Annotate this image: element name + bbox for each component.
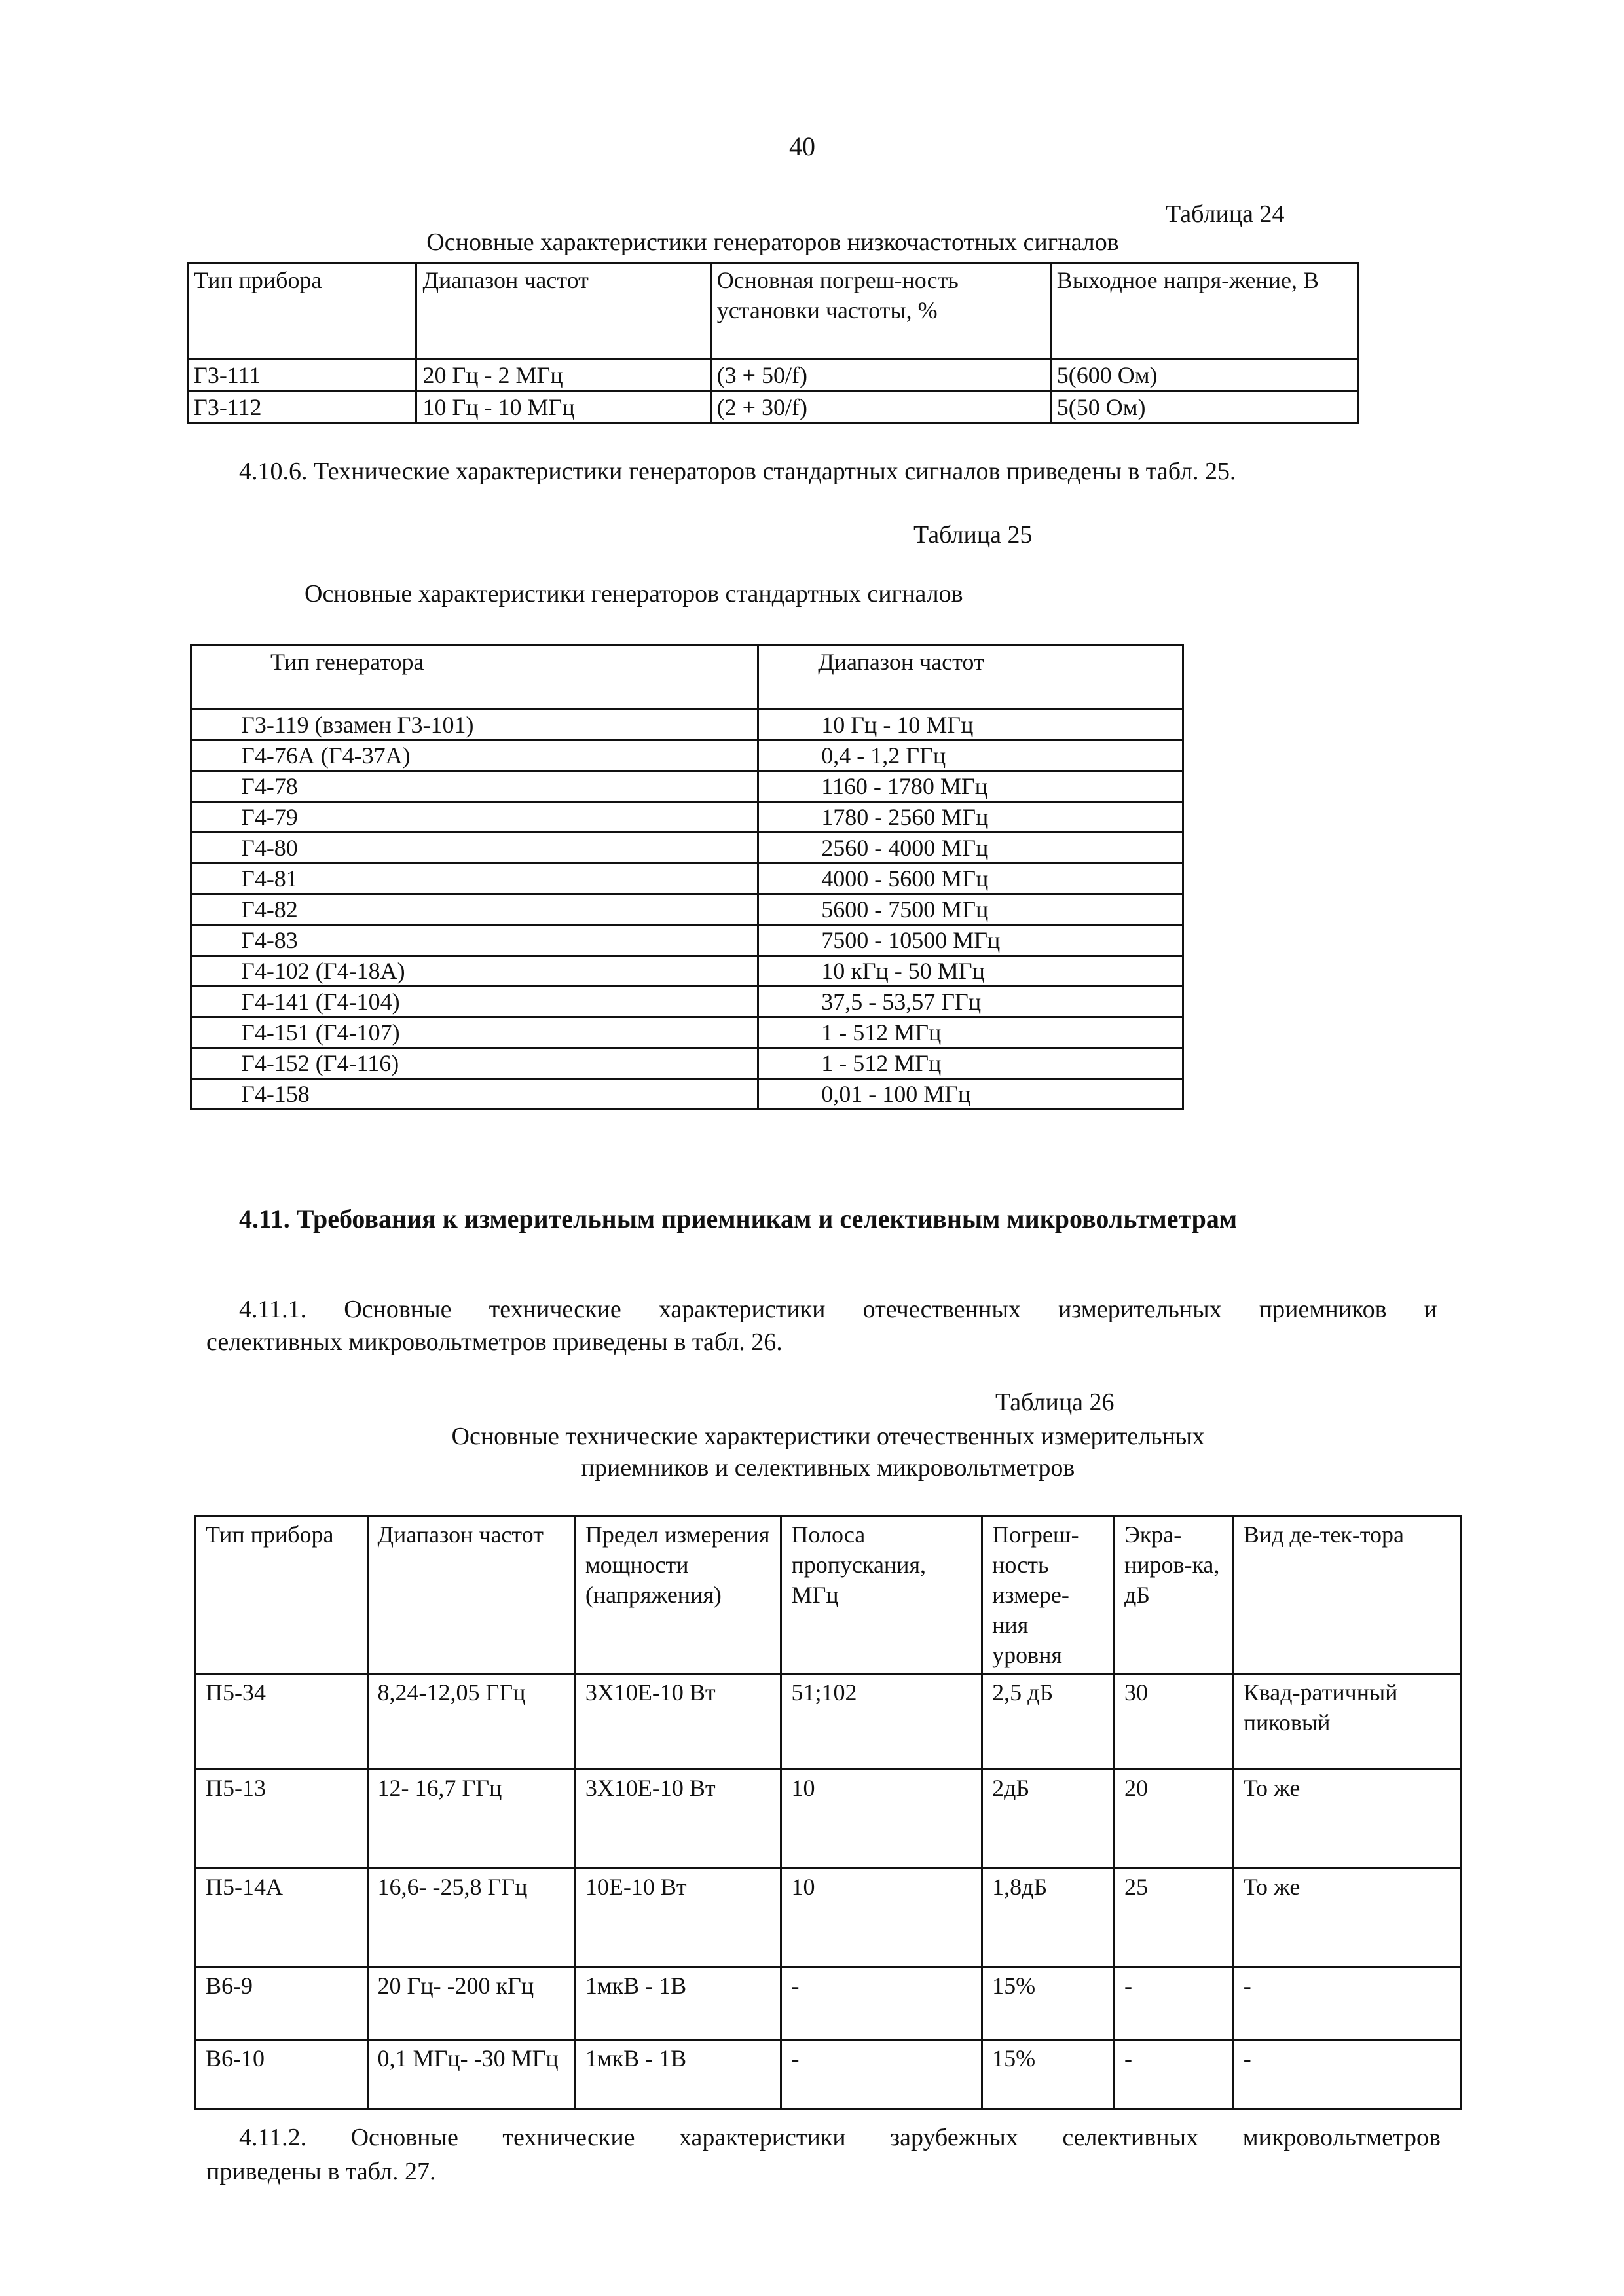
table-cell: 1160 - 1780 МГц (758, 771, 1183, 802)
table-row (191, 1017, 1183, 1048)
table-cell: 1мкВ - 1В (575, 2040, 781, 2109)
table-cell: То же (1233, 1770, 1460, 1868)
table-row (191, 1079, 1183, 1110)
table-row (191, 771, 1183, 802)
table-26-title-line2: приемников и селективных микровольтметров (581, 1454, 1075, 1482)
table-26 (194, 1515, 1462, 2110)
table-cell: - (1114, 1967, 1233, 2040)
paragraph-4-11-1-line2: селективных микровольтметров приведены в табл. 26. (206, 1328, 783, 1356)
table-row (196, 1674, 1461, 1770)
table-header-cell: Вид де-тек-тора (1233, 1516, 1460, 1674)
table-cell: - (1233, 1967, 1460, 2040)
table-26-label: Таблица 26 (995, 1389, 1115, 1416)
table-cell: 3Х10Е-10 Вт (575, 1674, 781, 1770)
table-24-title: Основные характеристики генераторов низкочастотных сигналов (426, 228, 1119, 256)
paragraph-4-11-2-line2: приведены в табл. 27. (206, 2158, 436, 2185)
table-cell: В6-9 (196, 1967, 368, 2040)
table-24 (187, 262, 1359, 424)
table-header-cell: Погреш-ность измере-ния уровня (982, 1516, 1115, 1674)
table-26-title-line1: Основные технические характеристики отечественных измерительных (451, 1423, 1205, 1450)
table-row (191, 1048, 1183, 1079)
paragraph-4-11-2-line1: 4.11.2. Основные технические характеристики зарубежных селективных микровольтметров (239, 2124, 1441, 2151)
table-cell: Г4-80 (191, 833, 758, 864)
table-cell: - (1233, 2040, 1460, 2109)
table-cell: 8,24-12,05 ГГц (367, 1674, 575, 1770)
table-header-cell: Диапазон частот (416, 263, 710, 359)
table-row (196, 1770, 1461, 1868)
table-cell: 0,4 - 1,2 ГГц (758, 740, 1183, 771)
table-cell: 16,6- -25,8 ГГц (367, 1868, 575, 1967)
table-cell: 30 (1114, 1674, 1233, 1770)
table-row (191, 833, 1183, 864)
table-cell: 1780 - 2560 МГц (758, 802, 1183, 833)
table-cell: (2 + 30/f) (710, 392, 1050, 424)
table-header-row (196, 1516, 1461, 1674)
table-header-cell: Полоса пропускания, МГц (781, 1516, 982, 1674)
table-cell: Г4-102 (Г4-18А) (191, 956, 758, 987)
table-row (196, 1967, 1461, 2040)
table-25 (190, 644, 1184, 1110)
table-cell: Г4-151 (Г4-107) (191, 1017, 758, 1048)
table-cell: - (781, 2040, 982, 2109)
table-row (191, 802, 1183, 833)
table-cell: Г3-111 (188, 359, 416, 392)
table-cell: 0,01 - 100 МГц (758, 1079, 1183, 1110)
table-24-label: Таблица 24 (1166, 200, 1285, 228)
table-cell: 25 (1114, 1868, 1233, 1967)
table-cell: 10 кГц - 50 МГц (758, 956, 1183, 987)
table-cell: 2560 - 4000 МГц (758, 833, 1183, 864)
table-cell: 5600 - 7500 МГц (758, 894, 1183, 925)
table-row (196, 1868, 1461, 1967)
table-cell: Квад-ратичный пиковый (1233, 1674, 1460, 1770)
table-cell: 1 - 512 МГц (758, 1017, 1183, 1048)
table-row (191, 864, 1183, 894)
table-cell: 20 Гц- -200 кГц (367, 1967, 575, 2040)
table-cell: Г4-141 (Г4-104) (191, 987, 758, 1017)
table-cell: 7500 - 10500 МГц (758, 925, 1183, 956)
table-cell: Г4-83 (191, 925, 758, 956)
table-cell: - (781, 1967, 982, 2040)
table-cell: То же (1233, 1868, 1460, 1967)
table-row (188, 359, 1358, 392)
table-cell: Г4-152 (Г4-116) (191, 1048, 758, 1079)
table-cell: Г4-81 (191, 864, 758, 894)
table-cell: 10 Гц - 10 МГц (758, 710, 1183, 740)
table-header-cell: Основная погреш-ность установки частоты, % (710, 263, 1050, 359)
table-25-label: Таблица 25 (913, 521, 1033, 549)
table-cell: 2дБ (982, 1770, 1115, 1868)
table-cell: Г4-82 (191, 894, 758, 925)
table-cell: 10 (781, 1868, 982, 1967)
table-cell: П5-14А (196, 1868, 368, 1967)
table-row (191, 710, 1183, 740)
table-cell: 20 Гц - 2 МГц (416, 359, 710, 392)
table-header-row (191, 645, 1183, 710)
table-cell: 5(600 Ом) (1050, 359, 1357, 392)
table-cell: П5-13 (196, 1770, 368, 1868)
table-row (191, 894, 1183, 925)
table-row (191, 925, 1183, 956)
table-cell: Г4-76А (Г4-37А) (191, 740, 758, 771)
table-cell: Г4-79 (191, 802, 758, 833)
table-cell: Г4-78 (191, 771, 758, 802)
table-cell: 10 Гц - 10 МГц (416, 392, 710, 424)
table-cell: Г4-158 (191, 1079, 758, 1110)
table-header-cell: Выходное напря-жение, В (1050, 263, 1357, 359)
table-cell: П5-34 (196, 1674, 368, 1770)
table-cell: 12- 16,7 ГГц (367, 1770, 575, 1868)
table-cell: 2,5 дБ (982, 1674, 1115, 1770)
paragraph-4-10-6: 4.10.6. Технические характеристики генераторов стандартных сигналов приведены в табл. 25. (239, 458, 1236, 485)
paragraph-4-11-1-line1: 4.11.1. Основные технические характеристики отечественных измерительных приемников и (239, 1296, 1437, 1323)
table-cell: (3 + 50/f) (710, 359, 1050, 392)
table-cell: 4000 - 5600 МГц (758, 864, 1183, 894)
table-cell: 0,1 МГц- -30 МГц (367, 2040, 575, 2109)
table-row (196, 2040, 1461, 2109)
table-cell: 5(50 Ом) (1050, 392, 1357, 424)
table-cell: - (1114, 2040, 1233, 2109)
table-header-cell: Предел измерения мощности (напряжения) (575, 1516, 781, 1674)
table-cell: 37,5 - 53,57 ГГц (758, 987, 1183, 1017)
table-header-cell: Тип прибора (196, 1516, 368, 1674)
table-cell: 1 - 512 МГц (758, 1048, 1183, 1079)
table-header-cell: Тип прибора (188, 263, 416, 359)
table-header-cell: Диапазон частот (367, 1516, 575, 1674)
table-cell: 3Х10Е-10 Вт (575, 1770, 781, 1868)
section-heading-4-11: 4.11. Требования к измерительным приемникам и селективным микровольтметрам (239, 1204, 1238, 1233)
table-cell: 1мкВ - 1В (575, 1967, 781, 2040)
table-cell: В6-10 (196, 2040, 368, 2109)
table-cell: 1,8дБ (982, 1868, 1115, 1967)
table-cell: 51;102 (781, 1674, 982, 1770)
table-header-cell: Экра-ниров-ка, дБ (1114, 1516, 1233, 1674)
table-row (191, 740, 1183, 771)
table-header-cell: Диапазон частот (758, 645, 1183, 710)
table-row (188, 392, 1358, 424)
table-row (191, 956, 1183, 987)
table-cell: 15% (982, 1967, 1115, 2040)
table-header-row (188, 263, 1358, 359)
table-header-cell: Тип генератора (191, 645, 758, 710)
table-cell: 10 (781, 1770, 982, 1868)
table-cell: Г3-119 (взамен Г3-101) (191, 710, 758, 740)
table-cell: Г3-112 (188, 392, 416, 424)
page-number: 40 (789, 132, 815, 161)
table-cell: 20 (1114, 1770, 1233, 1868)
table-row (191, 987, 1183, 1017)
table-cell: 15% (982, 2040, 1115, 2109)
table-25-title: Основные характеристики генераторов стандартных сигналов (304, 580, 963, 608)
table-cell: 10Е-10 Вт (575, 1868, 781, 1967)
